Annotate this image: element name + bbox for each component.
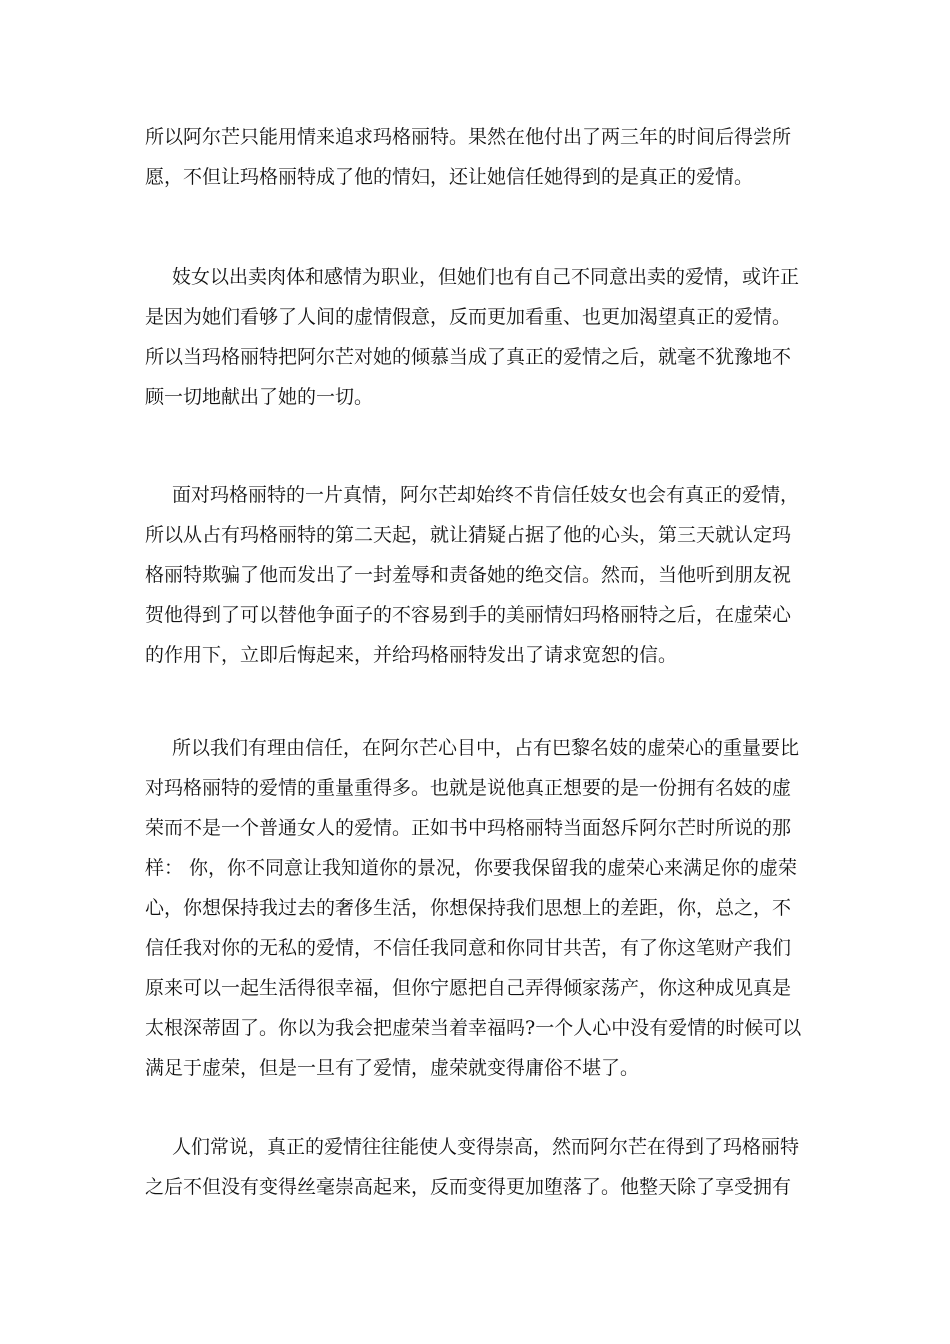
text-line: 所以当玛格丽特把阿尔芒对她的倾慕当成了真正的爱情之后，就毫不犹豫地不 [145,346,792,368]
text-line: 样： 你，你不同意让我知道你的景况，你要我保留我的虚荣心来满足你的虚荣 [145,857,798,879]
text-line: 信任我对你的无私的爱情，不信任我同意和你同甘共苦，有了你这笔财产我们 [145,937,792,959]
paragraph-2 [145,257,807,417]
text-line: 人们常说，真正的爱情往往能使人变得崇高，然而阿尔芒在得到了玛格丽特 [172,1136,800,1158]
text-line: 的作用下，立即后悔起来，并给玛格丽特发出了请求宽恕的信。 [145,644,678,666]
paragraph-1 [145,117,807,197]
text-line: 妓女以出卖肉体和感情为职业，但她们也有自己不同意出卖的爱情，或许正 [172,266,800,288]
text-line: 原来可以一起生活得很幸福，但你宁愿把自己弄得倾家荡产，你这种成见真是 [145,977,792,999]
text-line: 所以从占有玛格丽特的第二天起，就让猜疑占据了他的心头，第三天就认定玛 [145,524,792,546]
text-line: 面对玛格丽特的一片真情，阿尔芒却始终不肯信任妓女也会有真正的爱情， [172,484,800,506]
text-line: 所以我们有理由信任，在阿尔芒心目中，占有巴黎名妓的虚荣心的重量要比 [172,737,800,759]
text-line: 顾一切地献出了她的一切。 [145,386,374,408]
text-line: 太根深蒂固了。你以为我会把虚荣当着幸福吗?一个人心中没有爱情的时候可以 [145,1017,802,1039]
text-line: 愿，不但让玛格丽特成了他的情妇，还让她信任她得到的是真正的爱情。 [145,166,754,188]
paragraph-4 [145,728,807,1088]
text-line: 是因为她们看够了人间的虚情假意，反而更加看重、也更加渴望真正的爱情。 [145,306,792,328]
text-line: 贺他得到了可以替他争面子的不容易到手的美丽情妇玛格丽特之后，在虚荣心 [145,604,792,626]
text-line: 荣而不是一个普通女人的爱情。正如书中玛格丽特当面怒斥阿尔芒时所说的那 [145,817,792,839]
paragraph-3 [145,475,807,675]
text-line: 所以阿尔芒只能用情来追求玛格丽特。果然在他付出了两三年的时间后得尝所 [145,126,792,148]
text-line: 之后不但没有变得丝毫崇高起来，反而变得更加堕落了。他整天除了享受拥有 [145,1176,792,1198]
text-line: 对玛格丽特的爱情的重量重得多。也就是说他真正想要的是一份拥有名妓的虚 [145,777,792,799]
text-line: 格丽特欺骗了他而发出了一封羞辱和责备她的绝交信。然而，当他听到朋友祝 [145,564,792,586]
paragraph-5 [145,1127,807,1207]
text-line: 满足于虚荣，但是一旦有了爱情，虚荣就变得庸俗不堪了。 [145,1057,640,1079]
text-line: 心，你想保持我过去的奢侈生活，你想保持我们思想上的差距，你，总之，不 [145,897,792,919]
